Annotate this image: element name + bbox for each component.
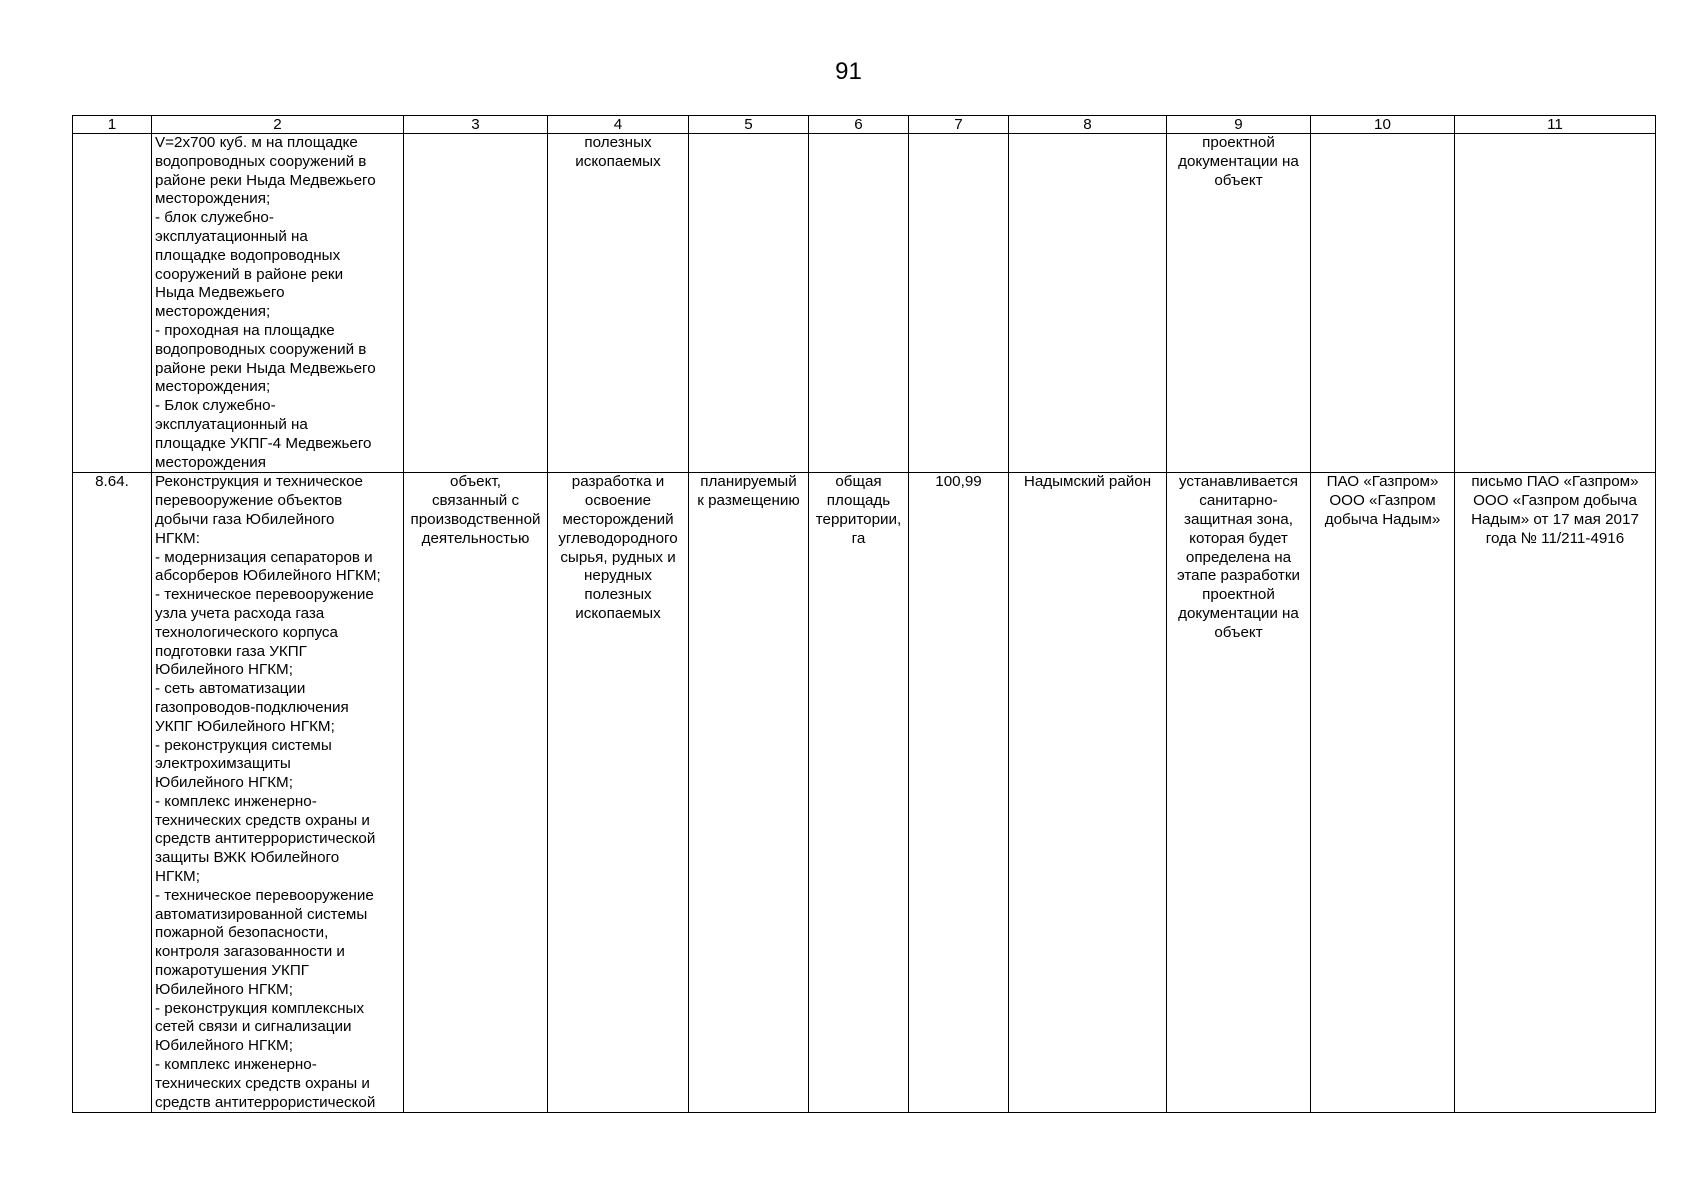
cell-status: планируемый к размещению xyxy=(689,473,809,1113)
cell-object-name: V=2х700 куб. м на площадке водопроводных сооружений в районе реки Ныда Медвежьего месторождения; - блок служебно- эксплуатационный на площадке водопроводных сооружений в районе реки Ныда Медвежьего месторождения; - проходная на площадке водопроводных сооружений в районе реки Ныда Медвежьего месторождения; - Блок служебно- эксплуатационный на площадке УКПГ-4 Медвежьего месторождения xyxy=(152,134,404,473)
column-header: 6 xyxy=(809,116,909,134)
cell-zone: проектной документации на объект xyxy=(1167,134,1311,473)
column-header: 4 xyxy=(548,116,689,134)
document-table xyxy=(72,115,1656,1113)
cell-purpose: полезных ископаемых xyxy=(548,134,689,473)
column-header: 8 xyxy=(1009,116,1167,134)
cell-number: 8.64. xyxy=(73,473,152,1113)
column-header: 10 xyxy=(1311,116,1455,134)
cell-value: 100,99 xyxy=(909,473,1009,1113)
page-number: 91 xyxy=(835,58,862,85)
cell-characteristic xyxy=(809,134,909,473)
column-header: 2 xyxy=(152,116,404,134)
cell-basis: письмо ПАО «Газпром» ООО «Газпром добыча Надым» от 17 мая 2017 года № 11/211-4916 xyxy=(1455,473,1656,1113)
cell-owner xyxy=(1311,134,1455,473)
cell-basis xyxy=(1455,134,1656,473)
cell-owner: ПАО «Газпром» ООО «Газпром добыча Надым» xyxy=(1311,473,1455,1113)
column-header: 3 xyxy=(404,116,548,134)
cell-location: Надымский район xyxy=(1009,473,1167,1113)
table-row xyxy=(73,473,1656,1113)
table-row xyxy=(73,134,1656,473)
table-header-row xyxy=(73,116,1656,134)
cell-number xyxy=(73,134,152,473)
column-header: 9 xyxy=(1167,116,1311,134)
cell-location xyxy=(1009,134,1167,473)
cell-zone: устанавливается санитарно- защитная зона, которая будет определена на этапе разработки проектной документации на объект xyxy=(1167,473,1311,1113)
cell-object-type xyxy=(404,134,548,473)
cell-object-name: Реконструкция и техническое перевооружение объектов добычи газа Юбилейного НГКМ: - модернизация сепараторов и абсорберов Юбилейного НГКМ; - техническое перевооружение узла учета расхода газа технологического корпуса подготовки газа УКПГ Юбилейного НГКМ; - сеть автоматизации газопроводов-подключения УКПГ Юбилейного НГКМ; - реконструкция системы электрохимзащиты Юбилейного НГКМ; - комплекс инженерно- технических средств охраны и средств антитеррористической защиты ВЖК Юбилейного НГКМ; - техническое перевооружение автоматизированной системы пожарной безопасности, контроля загазованности и пожаротушения УКПГ Юбилейного НГКМ; - реконструкция комплексных сетей связи и сигнализации Юбилейного НГКМ; - комплекс инженерно- технических средств охраны и средств антитеррористической xyxy=(152,473,404,1113)
column-header: 11 xyxy=(1455,116,1656,134)
cell-object-type: объект, связанный с производственной деятельностью xyxy=(404,473,548,1113)
cell-purpose: разработка и освоение месторождений углеводородного сырья, рудных и нерудных полезных ископаемых xyxy=(548,473,689,1113)
column-header: 1 xyxy=(73,116,152,134)
cell-value xyxy=(909,134,1009,473)
cell-characteristic: общая площадь территории, га xyxy=(809,473,909,1113)
cell-status xyxy=(689,134,809,473)
column-header: 7 xyxy=(909,116,1009,134)
column-header: 5 xyxy=(689,116,809,134)
